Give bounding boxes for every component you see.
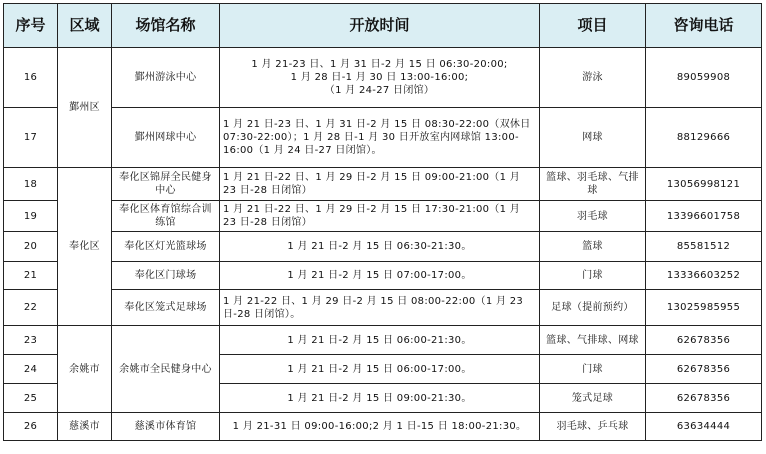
table-row — [4, 201, 762, 232]
hours-cell: 1 月 21 日-22 日、1 月 29 日-2 月 15 日 17:30-21:00（1 月 23 日-28 日闭馆） — [220, 201, 540, 232]
district-cell: 鄞州区 — [58, 48, 112, 168]
row-no: 25 — [4, 384, 58, 413]
hours-cell: 1 月 21 日-2 月 15 日 07:00-17:00。 — [220, 262, 540, 290]
table-row — [4, 168, 762, 201]
district-cell: 余姚市 — [58, 326, 112, 413]
sport-cell: 门球 — [540, 355, 646, 384]
venue-schedule-table — [3, 3, 762, 441]
hours-cell: 1 月 21 日-2 月 15 日 06:00-17:00。 — [220, 355, 540, 384]
table-row — [4, 290, 762, 326]
venue-cell: 余姚市全民健身中心 — [112, 326, 220, 413]
sport-cell: 羽毛球 — [540, 201, 646, 232]
hours-cell: 1 月 21 日-2 月 15 日 06:00-21:30。 — [220, 326, 540, 355]
hours-cell: 1 月 21-31 日 09:00-16:00;2 月 1 日-15 日 18:00-21:30。 — [220, 413, 540, 441]
phone-cell: 13396601758 — [646, 201, 762, 232]
header-venue: 场馆名称 — [112, 4, 220, 48]
sport-cell: 游泳 — [540, 48, 646, 108]
hours-cell: 1 月 21-22 日、1 月 29 日-2 月 15 日 08:00-22:00（1 月 23 日-28 日闭馆）。 — [220, 290, 540, 326]
header-no: 序号 — [4, 4, 58, 48]
row-no: 22 — [4, 290, 58, 326]
phone-cell: 63634444 — [646, 413, 762, 441]
row-no: 24 — [4, 355, 58, 384]
row-no: 19 — [4, 201, 58, 232]
phone-cell: 13336603252 — [646, 262, 762, 290]
row-no: 26 — [4, 413, 58, 441]
hours-cell: 1 月 21 日-2 月 15 日 06:30-21:30。 — [220, 232, 540, 262]
venue-cell: 奉化区体育馆综合训练馆 — [112, 201, 220, 232]
phone-cell: 89059908 — [646, 48, 762, 108]
venue-cell: 奉化区笼式足球场 — [112, 290, 220, 326]
hours-cell: 1 月 21 日-22 日、1 月 29 日-2 月 15 日 09:00-21:00（1 月 23 日-28 日闭馆） — [220, 168, 540, 201]
row-no: 23 — [4, 326, 58, 355]
table-header-row — [4, 4, 762, 48]
table-row — [4, 108, 762, 168]
row-no: 17 — [4, 108, 58, 168]
district-cell: 奉化区 — [58, 168, 112, 326]
sport-cell: 篮球 — [540, 232, 646, 262]
district-cell: 慈溪市 — [58, 413, 112, 441]
hours-cell: 1 月 21 日-2 月 15 日 09:00-21:30。 — [220, 384, 540, 413]
phone-cell: 62678356 — [646, 326, 762, 355]
table-row — [4, 326, 762, 355]
table-row — [4, 413, 762, 441]
row-no: 20 — [4, 232, 58, 262]
sport-cell: 篮球、气排球、网球 — [540, 326, 646, 355]
hours-cell: 1 月 21-23 日、1 月 31 日-2 月 15 日 06:30-20:00; 1 月 28 日-1 月 30 日 13:00-16:00; （1 月 24-27 日闭馆） — [220, 48, 540, 108]
phone-cell: 13025985955 — [646, 290, 762, 326]
phone-cell: 85581512 — [646, 232, 762, 262]
venue-cell: 鄞州游泳中心 — [112, 48, 220, 108]
row-no: 18 — [4, 168, 58, 201]
row-no: 21 — [4, 262, 58, 290]
header-district: 区域 — [58, 4, 112, 48]
phone-cell: 62678356 — [646, 384, 762, 413]
sport-cell: 门球 — [540, 262, 646, 290]
hours-cell: 1 月 21 日-23 日、1 月 31 日-2 月 15 日 08:30-22:00（双休日 07:30-22:00）；1 月 28 日-1 月 30 日开放室内网球馆 13:00-16:00（1 月 24 日-27 日闭馆）。 — [220, 108, 540, 168]
sport-cell: 羽毛球、乒乓球 — [540, 413, 646, 441]
table-row — [4, 262, 762, 290]
venue-cell: 鄞州网球中心 — [112, 108, 220, 168]
row-no: 16 — [4, 48, 58, 108]
header-phone: 咨询电话 — [646, 4, 762, 48]
phone-cell: 62678356 — [646, 355, 762, 384]
venue-cell: 慈溪市体育馆 — [112, 413, 220, 441]
sport-cell: 笼式足球 — [540, 384, 646, 413]
venue-cell: 奉化区灯光篮球场 — [112, 232, 220, 262]
header-hours: 开放时间 — [220, 4, 540, 48]
sport-cell: 足球（提前预约） — [540, 290, 646, 326]
sport-cell: 篮球、羽毛球、气排球 — [540, 168, 646, 201]
phone-cell: 88129666 — [646, 108, 762, 168]
venue-cell: 奉化区锦屏全民健身中心 — [112, 168, 220, 201]
venue-cell: 奉化区门球场 — [112, 262, 220, 290]
header-sport: 项目 — [540, 4, 646, 48]
table-row — [4, 232, 762, 262]
table-row — [4, 48, 762, 108]
sport-cell: 网球 — [540, 108, 646, 168]
phone-cell: 13056998121 — [646, 168, 762, 201]
